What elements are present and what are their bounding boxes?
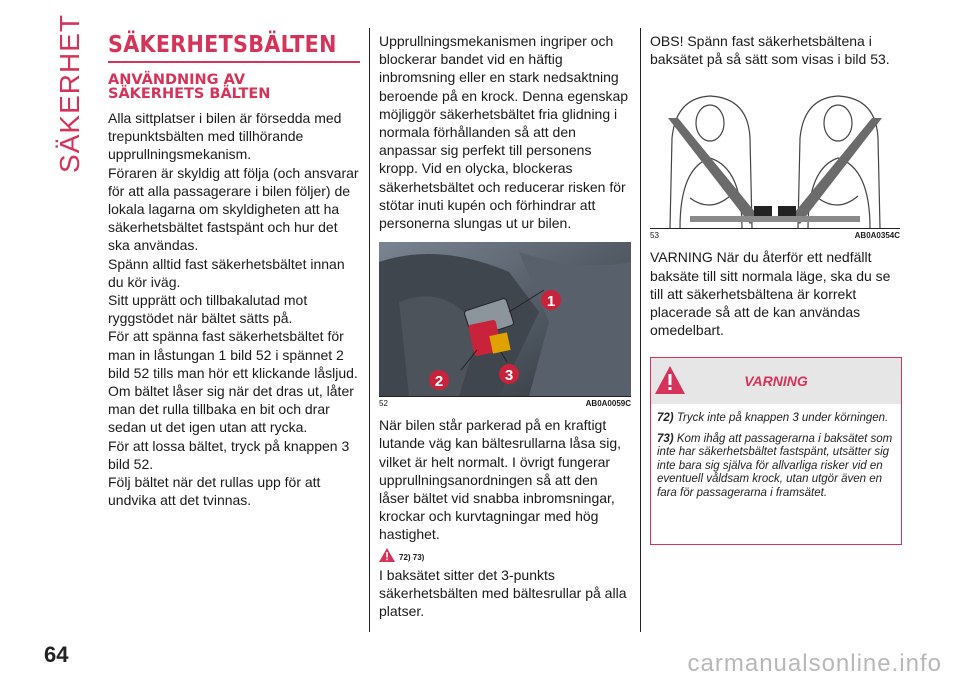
subsection-title-line1: ANVÄNDNING AV [108,72,246,88]
callout-2-label: 2 [434,373,444,391]
figure-52 [379,242,631,397]
paragraph: Upprullningsmekanismen ingriper och blockerar bandet vid en häftig inbromsning eller en stark nedsaktning beroende på en krock. Denna egenskap möjliggör säkerhetsbältet fria glidning i normala förhållanden så att den anpassar sig perfekt till personens kropp. Vid en olycka, blockeras säkerhetsbältet och reducerar risken för stötar inuti kupén och förhindrar att personerna slungas ut ur bilen. [379,33,629,232]
subsection-title [108,73,360,101]
column-2 [379,32,631,620]
figure-caption [379,399,631,408]
warning-item-text: Kom ihåg att passagerarna i baksätet som inte har säkerhetsbältet fastspänt, utsätter sig inte bara sig själva för allvarliga risker vid en eventuell våldsam krock, utan utgör även en fara för passagerarna i framsätet. [657,432,893,499]
warning-item [657,412,895,426]
paragraph: OBS! Spänn fast säkerhetsbältena i baksätet på så sätt som visas i bild 53. [650,33,890,68]
paragraph: Följ bältet när det rullas upp för att undvika att det tvinnas. [108,474,321,509]
column-divider [369,28,370,632]
figure-code: AB0A0354C [854,231,900,241]
warning-item-text: Tryck inte på knappen 3 under körningen. [676,412,889,425]
chapter-side-tab [52,13,88,173]
paragraph: I baksätet sitter det 3-punkts säkerhetsbälten med bältesrullar på alla platser. [379,566,627,620]
figure-53 [650,78,900,229]
warning-header [651,358,901,404]
warning-box [650,357,902,545]
paragraph: Sitt upprätt och tillbakalutad mot ryggstödet när bältet sätts på. [108,292,308,327]
page-number: 64 [44,642,69,667]
paragraph: När bilen står parkerad på en kraftigt lutande väg kan bältesrullarna låsa sig, vilket är helt normalt. I övrigt fungerar upprullningsanordningen så att den låser bältet vid snabba inbromsningar, krockar och kurvtagningar med hög hastighet. [379,417,622,543]
rear-seat-belts-illustration [650,78,900,228]
figure-number: 52 [379,399,388,409]
paragraph: Spänn alltid fast säkerhetsbältet innan du kör iväg. [108,255,345,290]
warning-title: VARNING [744,373,808,390]
callout-1-label: 1 [546,293,556,311]
warning-item-number: 73) [657,432,674,445]
title-rule [108,61,360,63]
warning-item [657,433,895,501]
column-1 [108,32,360,509]
column-3 [650,32,900,545]
paragraph: Föraren är skyldig att följa (och ansvarar för att alla passagerare i bilen följer) de lokala lagarna om skyldigheten att ha säkerhetsbältet fastspänt och hur det ska användas. [108,164,359,254]
watermark: carmanualsonline.info [687,650,942,677]
warning-reference [379,548,631,562]
warning-body [651,404,901,515]
warning-refs: 72) 73) [399,552,425,562]
column-divider [640,28,641,632]
paragraph: Om bältet låser sig när det dras ut, låter man det rulla tillbaka en bit och drar sedan ut det igen utan att rycka. [108,383,354,436]
seatbelt-buckle-photo [379,242,631,396]
subsection-title-line2: SÄKERHETS BÄLTEN [108,86,271,102]
figure-caption [650,231,900,240]
paragraph: För att lossa bältet, tryck på knappen 3 bild 52. [108,437,350,472]
callout-3-label: 3 [504,367,514,385]
paragraph: För att spänna fast säkerhetsbältet för man in låstungan 1 bild 52 i spännet 2 bild 52 tills man hör ett klickande låsljud. [108,328,358,381]
section-title: SÄKERHETSBÄLTEN [108,32,337,58]
paragraph: Alla sittplatser i bilen är försedda med trepunktsbälten med tillhörande upprullningsmekanism. [108,110,342,163]
figure-code: AB0A0059C [585,399,631,409]
warning-triangle-icon [655,366,685,394]
chapter-label: SÄKERHET [54,13,85,173]
warning-item-number: 72) [657,412,674,425]
paragraph: VARNING När du återför ett nedfällt baksäte till sitt normala läge, ska du se till att säkerhetsbältena är korrekt placerade så att de kan användas omedelbart. [650,249,891,339]
warning-triangle-icon [379,548,395,562]
figure-number: 53 [650,231,659,241]
